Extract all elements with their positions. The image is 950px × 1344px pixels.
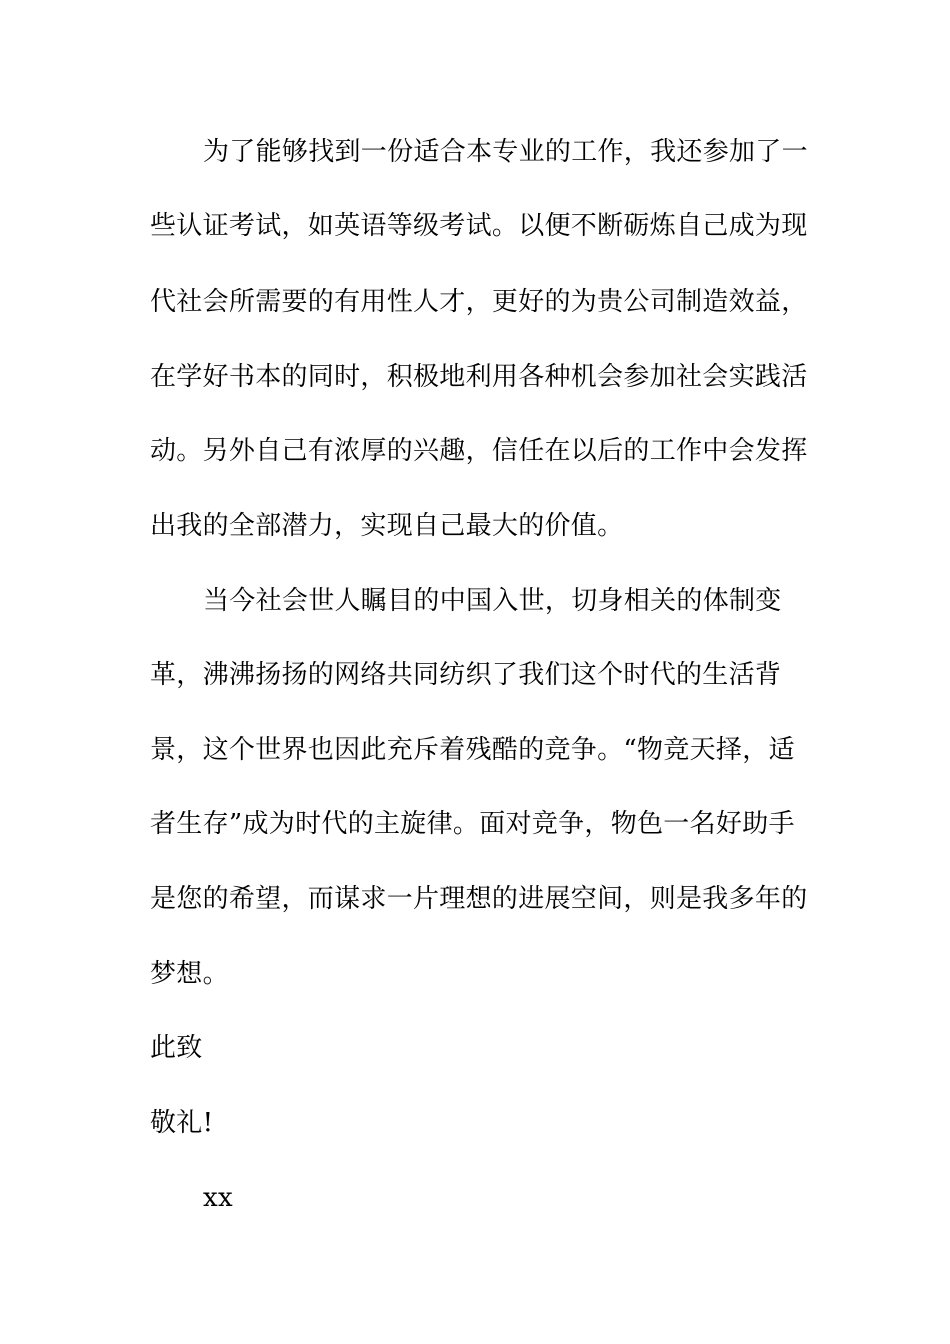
paragraph-2-line-5: 是您的希望，而谋求一片理想的进展空间，则是我多年的	[150, 884, 808, 914]
paragraph-1-line-2: 些认证考试，如英语等级考试。以便不断砺炼自己成为现	[150, 211, 808, 241]
paragraph-2-line-4: 者生存”成为时代的主旋律。面对竞争，物色一名好助手	[150, 809, 795, 839]
paragraph-2-line-3: 景，这个世界也因此充斥着残酷的竞争。“物竞天择，适	[150, 735, 795, 765]
closing-salutation: 此致	[150, 1033, 203, 1063]
paragraph-1-line-1: 为了能够找到一份适合本专业的工作，我还参加了一	[203, 137, 808, 167]
paragraph-1-line-4: 在学好书本的同时，积极地利用各种机会参加社会实践活	[150, 362, 808, 392]
paragraph-1-line-6: 出我的全部潜力，实现自己最大的价值。	[150, 511, 624, 541]
paragraph-2-line-6: 梦想。	[150, 959, 229, 989]
paragraph-1-line-3: 代社会所需要的有用性人才，更好的为贵公司制造效益，	[150, 287, 808, 317]
paragraph-1-line-5: 动。另外自己有浓厚的兴趣，信任在以后的工作中会发挥	[150, 436, 808, 466]
closing-regards: 敬礼!	[150, 1108, 214, 1138]
paragraph-2-line-2: 革，沸沸扬扬的网络共同纺织了我们这个时代的生活背	[150, 660, 782, 690]
signature: xx	[203, 1183, 233, 1213]
paragraph-2-line-1: 当今社会世人瞩目的中国入世，切身相关的体制变	[203, 586, 782, 616]
